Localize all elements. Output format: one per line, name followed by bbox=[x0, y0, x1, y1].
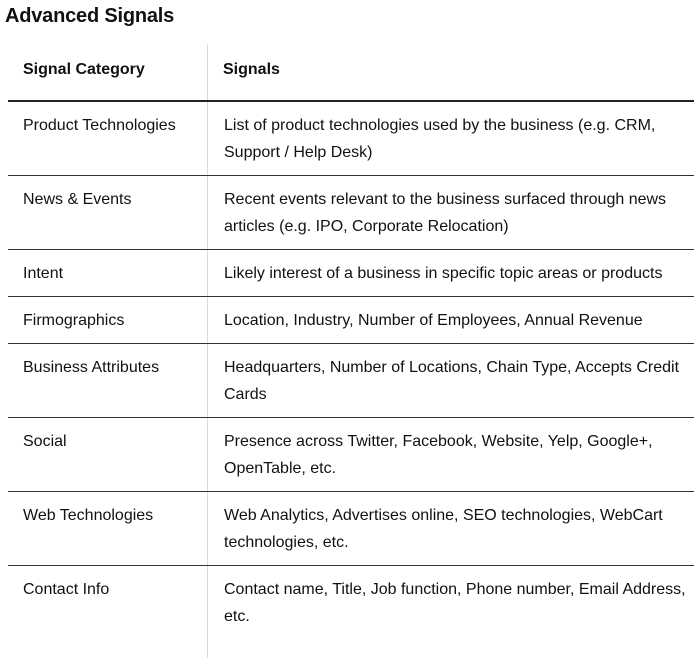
row-category: Web Technologies bbox=[8, 492, 208, 566]
page-title: Advanced Signals bbox=[5, 5, 175, 27]
row-category: News & Events bbox=[8, 176, 208, 250]
row-category: Firmographics bbox=[8, 297, 208, 344]
row-signals: Headquarters, Number of Locations, Chain Type, Accepts Credit Cards bbox=[208, 344, 694, 418]
row-category: Social bbox=[8, 418, 208, 492]
header-signal-category: Signal Category bbox=[8, 44, 208, 101]
row-category: Contact Info bbox=[23, 581, 110, 598]
row-signals: Web Analytics, Advertises online, SEO technologies, WebCart technologies, etc. bbox=[208, 492, 694, 566]
signals-table bbox=[8, 44, 694, 639]
row-signals: Location, Industry, Number of Employees, Annual Revenue bbox=[208, 297, 694, 344]
table-row bbox=[8, 566, 694, 640]
table-row bbox=[8, 101, 694, 176]
row-category: Intent bbox=[8, 250, 208, 297]
row-category: Business Attributes bbox=[8, 344, 208, 418]
row-signals: List of product technologies used by the business (e.g. CRM, Support / Help Desk) bbox=[208, 101, 694, 176]
table-row bbox=[8, 418, 694, 492]
header-signals: Signals bbox=[208, 44, 694, 101]
table-header-row bbox=[8, 44, 694, 101]
signals-table-container bbox=[8, 44, 694, 658]
row-signals: Presence across Twitter, Facebook, Website, Yelp, Google+, OpenTable, etc. bbox=[208, 418, 694, 492]
table-row bbox=[8, 176, 694, 250]
row-signals: Likely interest of a business in specific topic areas or products bbox=[208, 250, 694, 297]
table-row bbox=[8, 297, 694, 344]
table-row bbox=[8, 250, 694, 297]
table-row bbox=[8, 492, 694, 566]
row-signals: Recent events relevant to the business surfaced through news articles (e.g. IPO, Corporate Relocation) bbox=[208, 176, 694, 250]
row-category: Product Technologies bbox=[8, 101, 208, 176]
table-row bbox=[8, 344, 694, 418]
row-signals: Contact name, Title, Job function, Phone number, Email Address, etc. bbox=[224, 581, 686, 625]
